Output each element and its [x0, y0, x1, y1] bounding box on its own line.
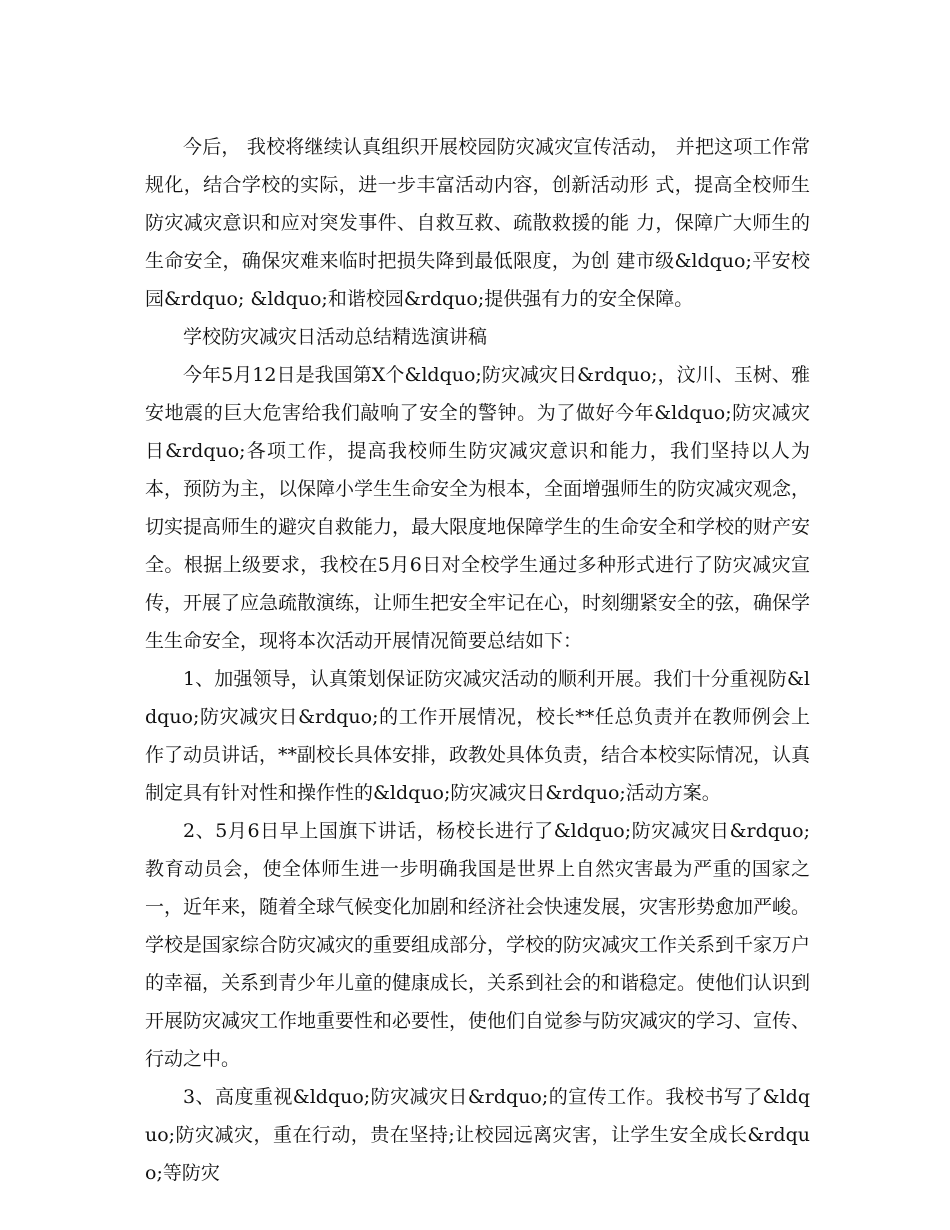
- section-heading: 学校防灾减灾日活动总结精选演讲稿: [183, 326, 488, 348]
- paragraph-item-2: 2、5月6日早上国旗下讲话，杨校长进行了&ldquo;防灾减灾日&rdquo;教育动员会，使全体师生进一步明确我国是世界上自然灾害最为严重的国家之一，近年来，随着全球气候变化加剧和经济社会快速发展，灾害形势愈加严峻。学校是国家综合防灾减灾的重要组成部分，学校的防灾减灾工作关系到千家万户的幸福，关系到青少年儿童的健康成长，关系到社会的和谐稳定。使他们认识到开展防灾减灾工作地重要性和必要性，使他们自觉参与防灾减灾的学习、宣传、行动之中。: [145, 820, 811, 1070]
- paragraph-introduction: 今年5月12日是我国第X个&ldquo;防灾减灾日&rdquo;，汶川、玉树、雅安地震的巨大危害给我们敲响了安全的警钟。为了做好今年&ldquo;防灾减灾日&rdquo;各项工作，提高我校师生防灾减灾意识和能力，我们坚持以人为本，预防为主，以保障小学生生命安全为根本，全面增强师生的防灾减灾观念，切实提高师生的避灾自救能力，最大限度地保障学生的生命安全和学校的财产安全。根据上级要求，我校在5月6日对全校学生通过多种形式进行了防灾减灾宣传，开展了应急疏散演练，让师生把安全牢记在心，时刻绷紧安全的弦，确保学生生命安全，现将本次活动开展情况简要总结如下：: [145, 364, 811, 652]
- document-body: [145, 128, 810, 1192]
- paragraph-item-3: 3、高度重视&ldquo;防灾减灾日&rdquo;的宣传工作。我校书写了&ldquo;防灾减灾，重在行动，贵在坚持;让校园远离灾害，让学生安全成长&rdquo;等防灾: [145, 1086, 810, 1184]
- paragraph-item-1: 1、加强领导，认真策划保证防灾减灾活动的顺利开展。我们十分重视防&ldquo;防灾减灾日&rdquo;的工作开展情况，校长**任总负责并在教师例会上作了动员讲话，**副校长具体安排，政教处具体负责，结合本校实际情况，认真制定具有针对性和操作性的&ldquo;防灾减灾日&rdquo;活动方案。: [145, 668, 811, 804]
- paragraph-closing-plan: 今后， 我校将继续认真组织开展校园防灾减灾宣传活动， 并把这项工作常规化，结合学校的实际，进一步丰富活动内容，创新活动形 式，提高全校师生防灾减灾意识和应对突发事件、自救互救、疏散救援的能 力，保障广大师生的生命安全，确保灾难来临时把损失降到最低限度，为创 建市级&ldquo;平安校园&rdquo; &ldquo;和谐校园&rdquo;提供强有力的安全保障。: [145, 136, 810, 310]
